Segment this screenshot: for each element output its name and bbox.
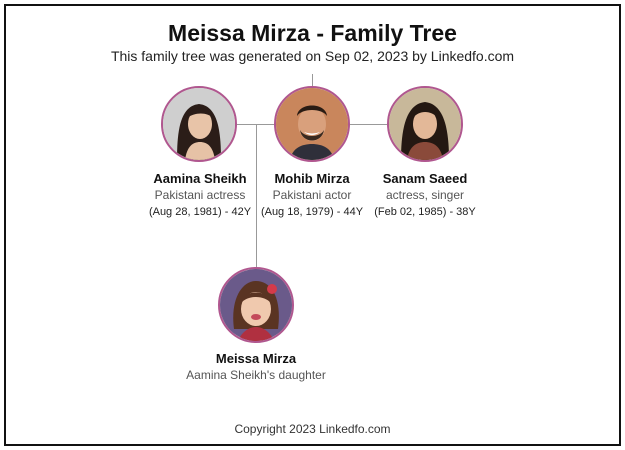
connector-top <box>312 74 313 86</box>
avatar-mohib-mirza[interactable] <box>274 86 350 162</box>
portrait-sanam-saeed <box>389 88 461 160</box>
person-role-aamina-sheikh: Pakistani actress <box>154 188 246 202</box>
connector-spouse-right <box>350 124 387 125</box>
page-subtitle: This family tree was generated on Sep 02, 2023 by Linkedfo.com <box>110 48 515 64</box>
avatar-meissa-mirza[interactable] <box>218 267 294 343</box>
person-dates-sanam-saeed: (Feb 02, 1985) - 38Y <box>374 206 476 218</box>
avatar-aamina-sheikh[interactable] <box>161 86 237 162</box>
person-role-mohib-mirza: Pakistani actor <box>272 188 352 202</box>
person-name-mohib-mirza[interactable]: Mohib Mirza <box>274 171 350 186</box>
person-role-meissa-mirza: Aamina Sheikh's daughter <box>186 368 326 382</box>
footer-copyright: Copyright 2023 Linkedfo.com <box>234 422 391 436</box>
person-name-aamina-sheikh[interactable]: Aamina Sheikh <box>153 171 247 186</box>
portrait-mohib-mirza <box>276 88 348 160</box>
person-dates-mohib-mirza: (Aug 18, 1979) - 44Y <box>260 206 364 218</box>
person-name-sanam-saeed[interactable]: Sanam Saeed <box>382 171 468 186</box>
portrait-aamina-sheikh <box>163 88 235 160</box>
person-dates-aamina-sheikh: (Aug 28, 1981) - 42Y <box>148 206 252 218</box>
person-role-sanam-saeed: actress, singer <box>385 188 465 202</box>
portrait-meissa-mirza <box>220 269 292 341</box>
page-title: Meissa Mirza - Family Tree <box>168 20 457 46</box>
person-name-meissa-mirza[interactable]: Meissa Mirza <box>215 351 297 366</box>
avatar-sanam-saeed[interactable] <box>387 86 463 162</box>
